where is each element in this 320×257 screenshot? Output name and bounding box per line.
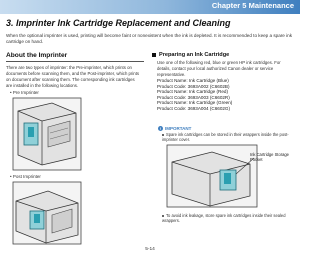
preparing-ink-body: Use one of the following red, blue or green HP ink cartridges. For details, contact your local authorized Canon dealer or service representative. [157, 60, 281, 77]
bullet-icon [162, 215, 164, 217]
preparing-ink-heading: Preparing an Ink Cartridge [152, 52, 229, 58]
important-note-leakage: To avoid ink leakage, store spare ink cartridges inside their sealed wrappers. [162, 213, 286, 224]
post-imprinter-illustration [12, 181, 82, 245]
storage-pocket-illustration [166, 144, 258, 208]
intro-paragraph: When the optional imprinter is used, printing will become faint or nonexistent when the ink is depleted. It is recommended to keep a spare ink cartridge on hand. [6, 33, 292, 45]
about-imprinter-heading: About the Imprinter [6, 52, 68, 59]
product-line: Product Name: Ink Cartridge (Blue) [157, 78, 229, 83]
pre-imprinter-caption: • Pre Imprinter [10, 90, 39, 95]
product-line: Product Name: Ink Cartridge (Red) [157, 89, 228, 95]
chapter-label: Chapter 5 Maintenance [211, 1, 294, 10]
product-line: Product Code: 3693A003 (C6602R) [157, 94, 230, 100]
page-number: 5-14 [145, 247, 155, 252]
heading-rule [6, 61, 144, 62]
product-list [157, 78, 295, 112]
about-imprinter-body: There are two types of imprinter: the Pre-imprinter, which prints on documents before scanning them, and the Post-imprinter, which prints on document after scanning them. The corresponding ink cartridges are installed in the following locations. [6, 65, 140, 88]
section-title: 3. Imprinter Ink Cartridge Replacement and Cleaning [6, 18, 231, 28]
important-label: ! IMPORTANT [159, 126, 192, 132]
important-icon: ! [159, 126, 162, 132]
chapter-header-bar [0, 0, 300, 14]
post-imprinter-caption: • Post Imprinter [10, 174, 41, 179]
product-line: Product Code: 3693A002 (C6602B) [157, 83, 230, 89]
storage-pocket-callout: Ink Cartridge Storage Pocket [250, 152, 289, 163]
bullet-icon [162, 134, 164, 136]
square-bullet-icon [152, 53, 156, 57]
product-line: Product Code: 3693A004 (C6602G) [157, 105, 231, 111]
product-line: Product Name: Ink Cartridge (Green) [157, 100, 233, 106]
pre-imprinter-illustration [12, 97, 82, 171]
important-note-storage: Spare ink cartridges can be stored in their wrappers inside the post-imprinter cover. [162, 132, 289, 143]
